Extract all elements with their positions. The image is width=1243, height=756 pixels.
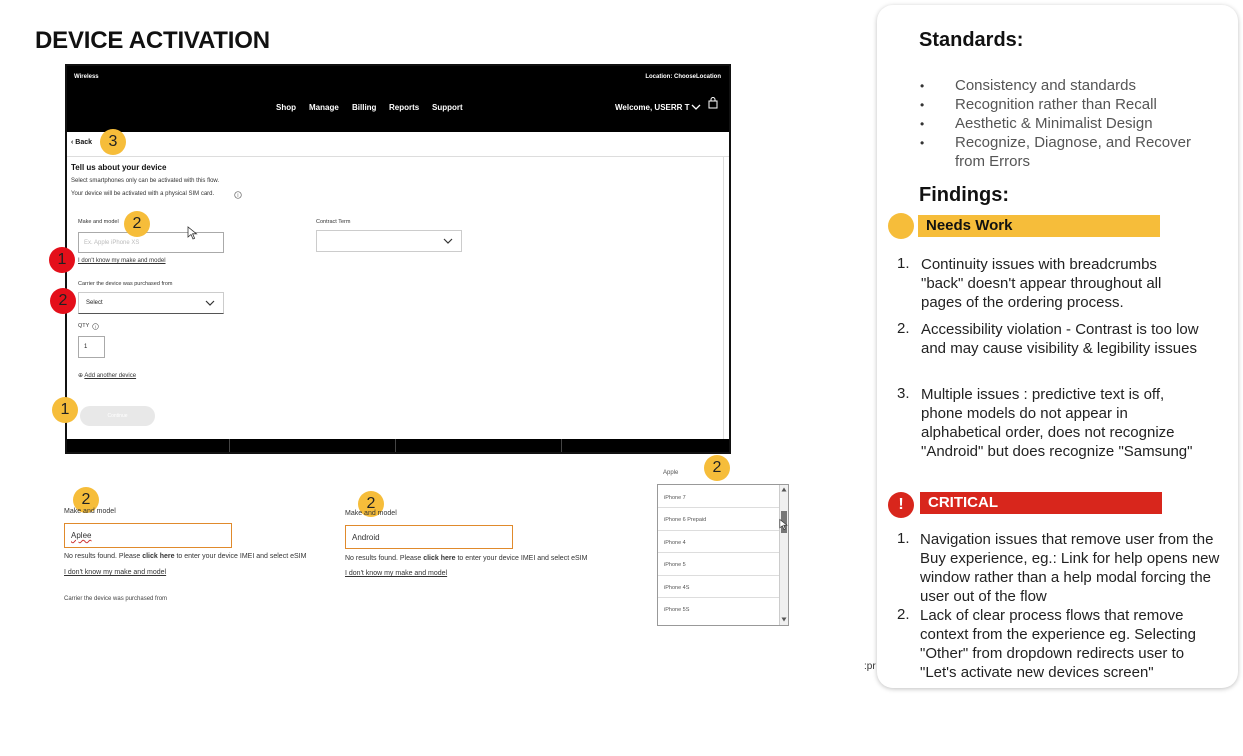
row-divider [658,530,780,531]
row-divider [658,597,780,598]
info-icon[interactable] [92,323,99,330]
model-dropdown [657,462,790,626]
nav-billing[interactable]: Billing [352,103,377,112]
standard-item: Recognition rather than Recall [955,96,1157,113]
svg-text:i: i [237,193,239,199]
nav-shop[interactable]: Shop [276,103,296,112]
marker-2: 2 [124,211,150,237]
standard-item: Consistency and standards [955,77,1136,94]
bullet: • [920,98,925,112]
marker-2: 2 [358,491,384,517]
make-model-label: Make and model [64,508,116,515]
carrier-label: Carrier the device was purchased from [64,596,168,602]
make-model-value: Aplee [71,531,92,540]
bullet: • [920,117,925,131]
back-label: Back [75,139,93,146]
list-item[interactable]: iPhone 6 Prepaid [664,517,707,523]
contract-term-frame [316,230,462,252]
nav-manage[interactable]: Manage [309,103,339,112]
critical-item: Navigation issues that remove user from the Buy experience, eg.: Link for help opens new window rather than a help modal forcing the user out of the flow [920,531,1220,605]
plus-circle-icon: ⊕ [78,373,84,379]
no-results-text: No results found. Please [345,555,424,562]
click-here-link[interactable]: click here [423,555,456,562]
bullet: • [920,136,925,150]
scroll-down-icon[interactable] [781,617,787,622]
no-results-text: to enter your device IMEI and select eSIM [174,553,307,560]
shopping-bag-icon[interactable] [708,97,718,109]
nav-reports[interactable]: Reports [389,103,420,112]
text-fragment: :pr [864,661,876,672]
standards-title: Standards: [919,29,1024,51]
make-model-value: Android [352,533,380,542]
critical-alert-icon: ! [888,492,914,518]
list-item[interactable]: iPhone 7 [664,495,686,501]
dropdown-list [657,484,789,626]
qty-input[interactable] [78,336,105,358]
intro-line-1: Select smartphones only can be activated with this flow. [71,178,220,184]
no-results-text: No results found. Please [64,553,143,560]
row-divider [658,507,780,508]
make-model-placeholder: Ex. Apple iPhone XS [84,240,140,246]
critical-tag: CRITICAL [920,492,1162,514]
list-item[interactable]: iPhone 5S [664,607,690,613]
item-number: 2. [897,320,910,337]
add-another-device-label: Add another device [84,373,137,379]
dropdown-value[interactable]: Apple [663,470,679,476]
back-link[interactable] [71,139,92,146]
mouse-cursor-icon [187,226,199,240]
intro-line-2: Your device will be activated with a physical SIM card. [71,191,215,197]
chevron-down-icon[interactable] [691,102,701,112]
list-item[interactable]: iPhone 5 [664,562,686,568]
no-results-message [345,555,587,562]
item-number: 1. [897,255,910,272]
footer-divider [229,439,230,452]
form-heading: Tell us about your device [71,163,167,172]
marker-2: 2 [704,455,730,481]
make-model-label: Make and model [78,219,119,225]
info-icon[interactable] [234,191,242,199]
critical-item: Lack of clear process flows that remove context from the experience eg. Selecting "Other" from dropdown redirects user to "Let's activate new devices screen" [920,607,1196,681]
standard-item: Recognize, Diagnose, and Recover from Errors [955,134,1191,170]
click-here-link[interactable]: click here [142,553,175,560]
dropdown-scrollbar[interactable] [779,485,788,625]
continue-label: Continue [107,413,128,419]
continue-button[interactable] [80,406,155,426]
dont-know-model-link[interactable]: I don't know my make and model [64,569,167,576]
marker-1-critical: 1 [49,247,75,273]
marker-1: 1 [52,397,78,423]
carrier-label: Carrier the device was purchased from [78,281,173,287]
qty-value: 1 [84,344,88,350]
heuristics-panel [877,5,1238,688]
marker-2-critical: 2 [50,288,76,314]
page-title: DEVICE ACTIVATION [35,27,270,54]
standard-item: Aesthetic & Minimalist Design [955,115,1153,132]
content-border [723,156,724,439]
no-results-message [64,553,306,560]
list-item[interactable]: iPhone 4 [664,540,686,546]
chevron-down-icon [443,236,453,246]
dont-know-model-link[interactable]: I don't know my make and model [345,570,448,577]
qty-label: QTY [78,323,90,329]
nav-support[interactable]: Support [432,103,463,112]
findings-title: Findings: [919,184,1009,206]
carrier-select-value: Select [86,300,103,306]
needs-work-item: Continuity issues with breadcrumbs "back" doesn't appear throughout all pages of the ordering process. [921,256,1162,311]
chevron-left-icon: ‹ [71,139,76,146]
item-number: 1. [897,530,910,547]
marker-3: 3 [100,129,126,155]
needs-work-item: Accessibility violation - Contrast is too low and may cause visibility & legibility issues [921,321,1199,357]
footer-divider [395,439,396,452]
activation-screenshot [65,64,731,454]
scroll-up-icon[interactable] [781,487,787,492]
needs-work-item: Multiple issues : predictive text is off, phone models do not appear in alphabetical order, does not recognize "Android" but does recognize "Samsung" [921,386,1193,460]
bullet: • [920,79,925,93]
welcome-user-menu[interactable]: Welcome, USERR T [615,103,690,112]
divider [67,156,729,157]
item-number: 2. [897,606,910,623]
row-divider [658,575,780,576]
dont-know-model-link[interactable]: I don't know my make and model [78,258,166,264]
make-model-label: Make and model [345,510,397,517]
make-model-input[interactable] [64,523,232,548]
svg-text:i: i [94,325,97,330]
contract-term-label: Contract Term [316,219,351,225]
footer-strip [67,439,729,452]
add-another-device-link[interactable] [78,372,136,379]
marker-2: 2 [73,487,99,513]
mouse-cursor-icon [779,518,789,531]
footer-divider [561,439,562,452]
needs-work-icon [888,213,914,239]
wireless-label: Wireless [74,74,99,80]
row-divider [658,552,780,553]
no-results-text: to enter your device IMEI and select eSIM [455,555,588,562]
chevron-down-icon [205,298,215,308]
list-item[interactable]: iPhone 4S [664,585,690,591]
carrier-select[interactable] [78,292,224,314]
make-model-input[interactable] [78,232,224,253]
make-model-input[interactable] [345,525,513,549]
item-number: 3. [897,385,910,402]
location-selector[interactable]: Location: ChooseLocation [645,74,721,80]
needs-work-tag: Needs Work [918,215,1160,237]
top-navigation-bar [67,66,729,132]
